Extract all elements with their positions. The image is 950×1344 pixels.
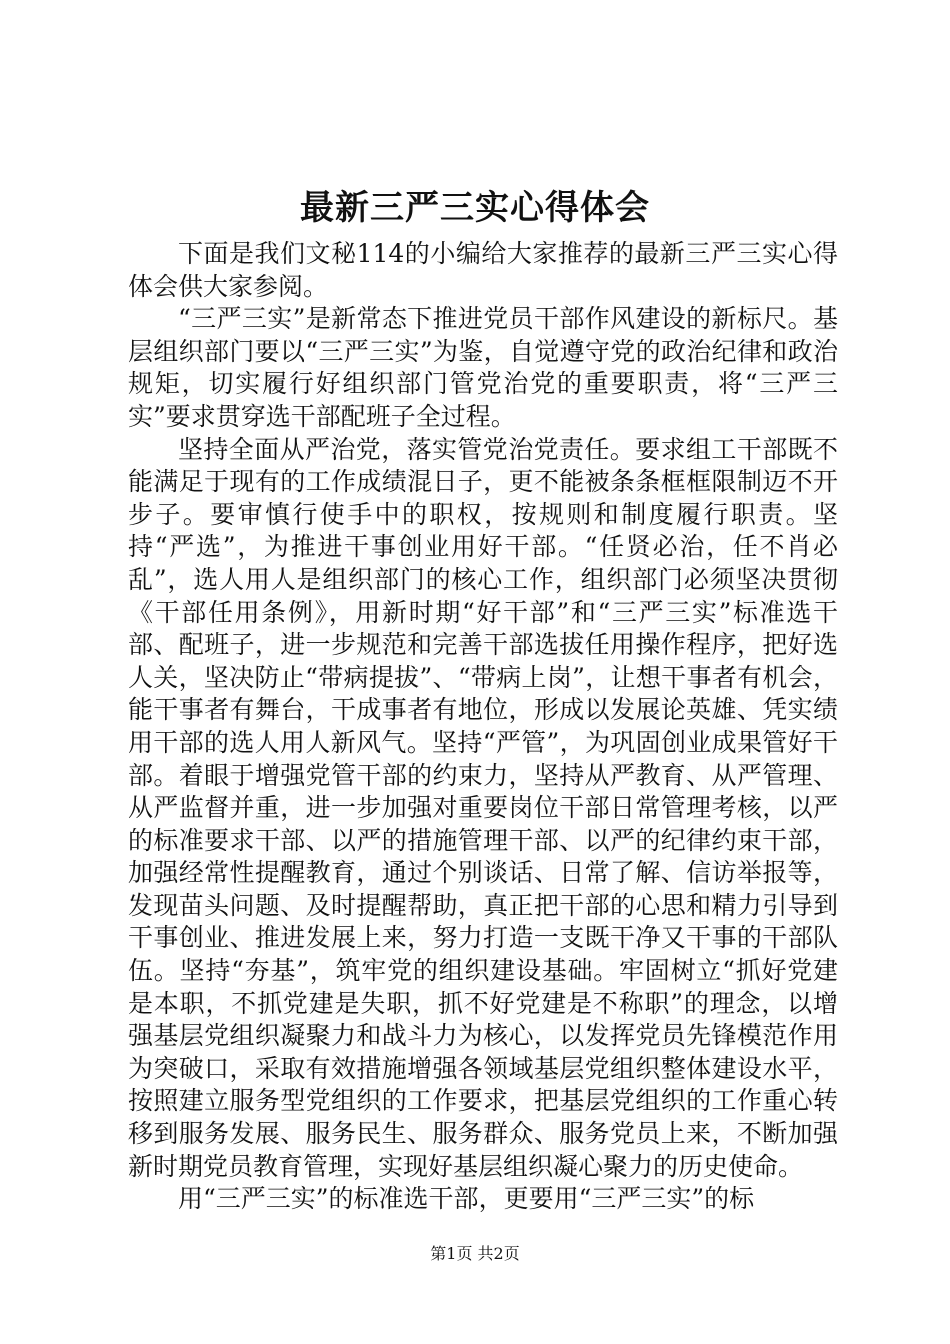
paragraph-main: 坚持全面从严治党，落实管党治党责任。要求组工干部既不能满足于现有的工作成绩混日子，更不能被条条框框限制迈不开步子。要审慎行使手中的职权，按规则和制度履行职责。坚持“严选”，为推进干事创业用好干部。“任贤必治，任不肖必乱”，选人用人是组织部门的核心工作，组织部门必须坚决贯彻《干部任用条例》，用新时期“好干部”和“三严三实”标准选干部、配班子，进一步规范和完善干部选拔任用操作程序，把好选人关，坚决防止“带病提拔”、“带病上岗”，让想干事者有机会，能干事者有舞台，干成事者有地位，形成以发展论英雄、凭实绩用干部的选人用人新风气。坚持“严管”，为巩固创业成果管好干部。着眼于增强党管干部的约束力，坚持从严教育、从严管理、从严监督并重，进一步加强对重要岗位干部日常管理考核，以严的标准要求干部、以严的措施管理干部、以严的纪律约束干部，加强经常性提醒教育，通过个别谈话、日常了解、信访举报等，发现苗头问题、及时提醒帮助，真正把干部的心思和精力引导到干事创业、推进发展上来，努力打造一支既干净又干事的干部队伍。坚持“夯基”，筑牢党的组织建设基础。牢固树立“抓好党建是本职，不抓党建是失职，抓不好党建是不称职”的理念，以增强基层党组织凝聚力和战斗力为核心，以发挥党员先锋模范作用为突破口，采取有效措施增强各领域基层党组织整体建设水平，按照建立服务型党组织的工作要求，把基层党组织的工作重心转移到服务发展、服务民生、服务群众、服务党员上来，不断加强新时期党员教育管理，实现好基层组织凝心聚力的历史使命。 — [128, 434, 838, 1181]
document-title: 最新三严三实心得体会 — [300, 188, 650, 228]
paragraph-intro: 下面是我们文秘114的小编给大家推荐的最新三严三实心得体会供大家参阅。 — [128, 239, 838, 301]
page-footer: 第1页 共2页 — [430, 1244, 520, 1263]
paragraph-standard: “三严三实”是新常态下推进党员干部作风建设的新标尺。基层组织部门要以“三严三实”为鉴，自觉遵守党的政治纪律和政治规矩，切实履行好组织部门管党治党的重要职责，将“三严三实”要求贯穿选干部配班子全过程。 — [128, 304, 838, 431]
paragraph-continued: 用“三严三实”的标准选干部，更要用“三严三实”的标 — [178, 1184, 755, 1214]
document-body — [128, 238, 838, 1216]
